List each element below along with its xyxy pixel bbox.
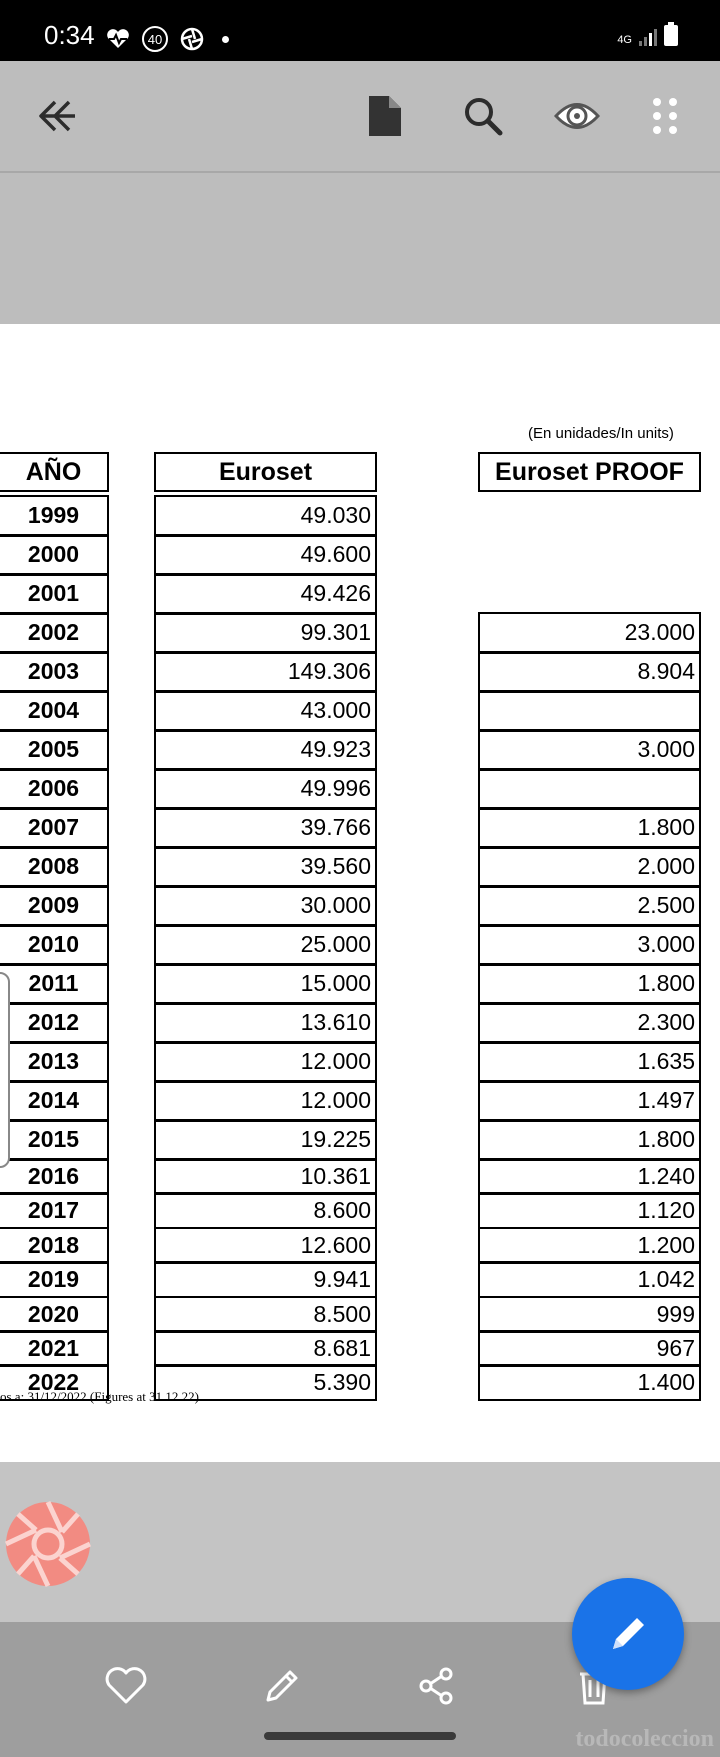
euroset-cell: 49.996: [154, 768, 377, 810]
euroset-cell: 25.000: [154, 924, 377, 966]
year-cell: 2015: [0, 1119, 109, 1161]
euroset-cell: 149.306: [154, 651, 377, 693]
year-cell: 2005: [0, 729, 109, 771]
scroll-handle[interactable]: [0, 972, 10, 1168]
proof-cell: 1.400: [478, 1364, 701, 1401]
footnote: os a: 31/12/2022 (Figures at 31.12.22): [0, 1389, 199, 1404]
notification-badge-icon: [142, 26, 168, 52]
pencil-icon[interactable]: [258, 1662, 306, 1710]
euroset-cell: 12.000: [154, 1041, 377, 1083]
euroset-cell: 49.600: [154, 534, 377, 576]
search-icon[interactable]: [458, 91, 508, 141]
proof-cell: 2.300: [478, 1002, 701, 1044]
year-cell: 2018: [0, 1227, 109, 1264]
euroset-cell: 12.000: [154, 1080, 377, 1122]
year-cell: 2020: [0, 1296, 109, 1333]
camera-aperture-logo: [4, 1500, 92, 1588]
proof-cell: 1.800: [478, 807, 701, 849]
dot-icon: [222, 36, 229, 43]
proof-cell: 3.000: [478, 729, 701, 771]
status-bar: [0, 0, 720, 61]
app-toolbar: [0, 61, 720, 173]
year-cell: 2003: [0, 651, 109, 693]
gallery-spacer: [0, 173, 720, 324]
notification-badge-count: 40: [147, 31, 163, 47]
year-cell: 2010: [0, 924, 109, 966]
euroset-cell: 49.030: [154, 495, 377, 537]
proof-cell: 999: [478, 1296, 701, 1333]
proof-cell: 1.800: [478, 963, 701, 1005]
year-cell: 2006: [0, 768, 109, 810]
share-icon[interactable]: [412, 1662, 460, 1710]
proof-cell: 1.120: [478, 1192, 701, 1229]
proof-cell: 3.000: [478, 924, 701, 966]
header-year: AÑO: [0, 452, 109, 492]
euroset-cell: 10.361: [154, 1158, 377, 1195]
year-cell: 2000: [0, 534, 109, 576]
euroset-cell: 43.000: [154, 690, 377, 732]
year-cell: 2007: [0, 807, 109, 849]
home-indicator[interactable]: [264, 1732, 456, 1740]
year-cell: 2016: [0, 1158, 109, 1195]
edit-fab[interactable]: [572, 1578, 684, 1690]
year-cell: 2021: [0, 1330, 109, 1367]
euroset-cell: 8.681: [154, 1330, 377, 1367]
header-euroset: Euroset: [154, 452, 377, 492]
units-note: (En unidades/In units): [528, 425, 674, 442]
proof-cell-none: [478, 495, 701, 535]
proof-cell: 8.904: [478, 651, 701, 693]
document-icon[interactable]: [360, 91, 410, 141]
battery-icon: [664, 22, 678, 46]
eye-icon[interactable]: [552, 91, 602, 141]
pen-edit-icon: [603, 1609, 653, 1659]
year-cell: 2019: [0, 1261, 109, 1298]
euroset-cell: 12.600: [154, 1227, 377, 1264]
document-image[interactable]: [0, 324, 720, 1462]
proof-cell: 1.497: [478, 1080, 701, 1122]
proof-cell: 1.635: [478, 1041, 701, 1083]
euroset-cell: 39.560: [154, 846, 377, 888]
proof-cell: [478, 768, 701, 810]
year-cell: 2012: [0, 1002, 109, 1044]
proof-cell: 1.200: [478, 1227, 701, 1264]
year-cell: 2022: [0, 1364, 109, 1401]
watermark: todocoleccion: [575, 1726, 714, 1752]
proof-cell: 1.240: [478, 1158, 701, 1195]
proof-cell: 2.500: [478, 885, 701, 927]
status-system-icons: [617, 22, 678, 46]
header-euroset-proof: Euroset PROOF: [478, 452, 701, 492]
year-cell: 2014: [0, 1080, 109, 1122]
euroset-cell: 13.610: [154, 1002, 377, 1044]
euroset-cell: 5.390: [154, 1364, 377, 1401]
proof-cell-none: [478, 534, 701, 574]
proof-cell: 1.042: [478, 1261, 701, 1298]
euroset-cell: 19.225: [154, 1119, 377, 1161]
signal-icon: [638, 28, 658, 46]
network-type-label: 4G: [617, 34, 632, 46]
proof-cell: [478, 690, 701, 732]
euroset-cell: 15.000: [154, 963, 377, 1005]
proof-cell: 2.000: [478, 846, 701, 888]
heart-icon[interactable]: [102, 1662, 150, 1710]
euroset-cell: 9.941: [154, 1261, 377, 1298]
year-cell: 2017: [0, 1192, 109, 1229]
year-cell: 2013: [0, 1041, 109, 1083]
euroset-cell: 99.301: [154, 612, 377, 654]
aperture-icon: [180, 27, 204, 51]
euroset-cell: 49.426: [154, 573, 377, 615]
year-cell: 2009: [0, 885, 109, 927]
year-cell: 2011: [0, 963, 109, 1005]
year-cell: 2008: [0, 846, 109, 888]
status-time: 0:34: [44, 20, 95, 50]
euroset-cell: 30.000: [154, 885, 377, 927]
year-cell: 2002: [0, 612, 109, 654]
status-notification-icons: [106, 26, 229, 52]
proof-cell: 967: [478, 1330, 701, 1367]
year-cell: 2001: [0, 573, 109, 615]
euroset-cell: 8.500: [154, 1296, 377, 1333]
euroset-cell: 39.766: [154, 807, 377, 849]
proof-cell-none: [478, 573, 701, 613]
heart-rate-icon: [106, 29, 130, 49]
more-vertical-icon[interactable]: [640, 91, 690, 141]
year-cell: 1999: [0, 495, 109, 537]
proof-cell: 1.800: [478, 1119, 701, 1161]
euroset-cell: 8.600: [154, 1192, 377, 1229]
year-cell: 2004: [0, 690, 109, 732]
proof-cell: 23.000: [478, 612, 701, 654]
euroset-cell: 49.923: [154, 729, 377, 771]
double-back-arrow-icon[interactable]: [32, 91, 82, 141]
